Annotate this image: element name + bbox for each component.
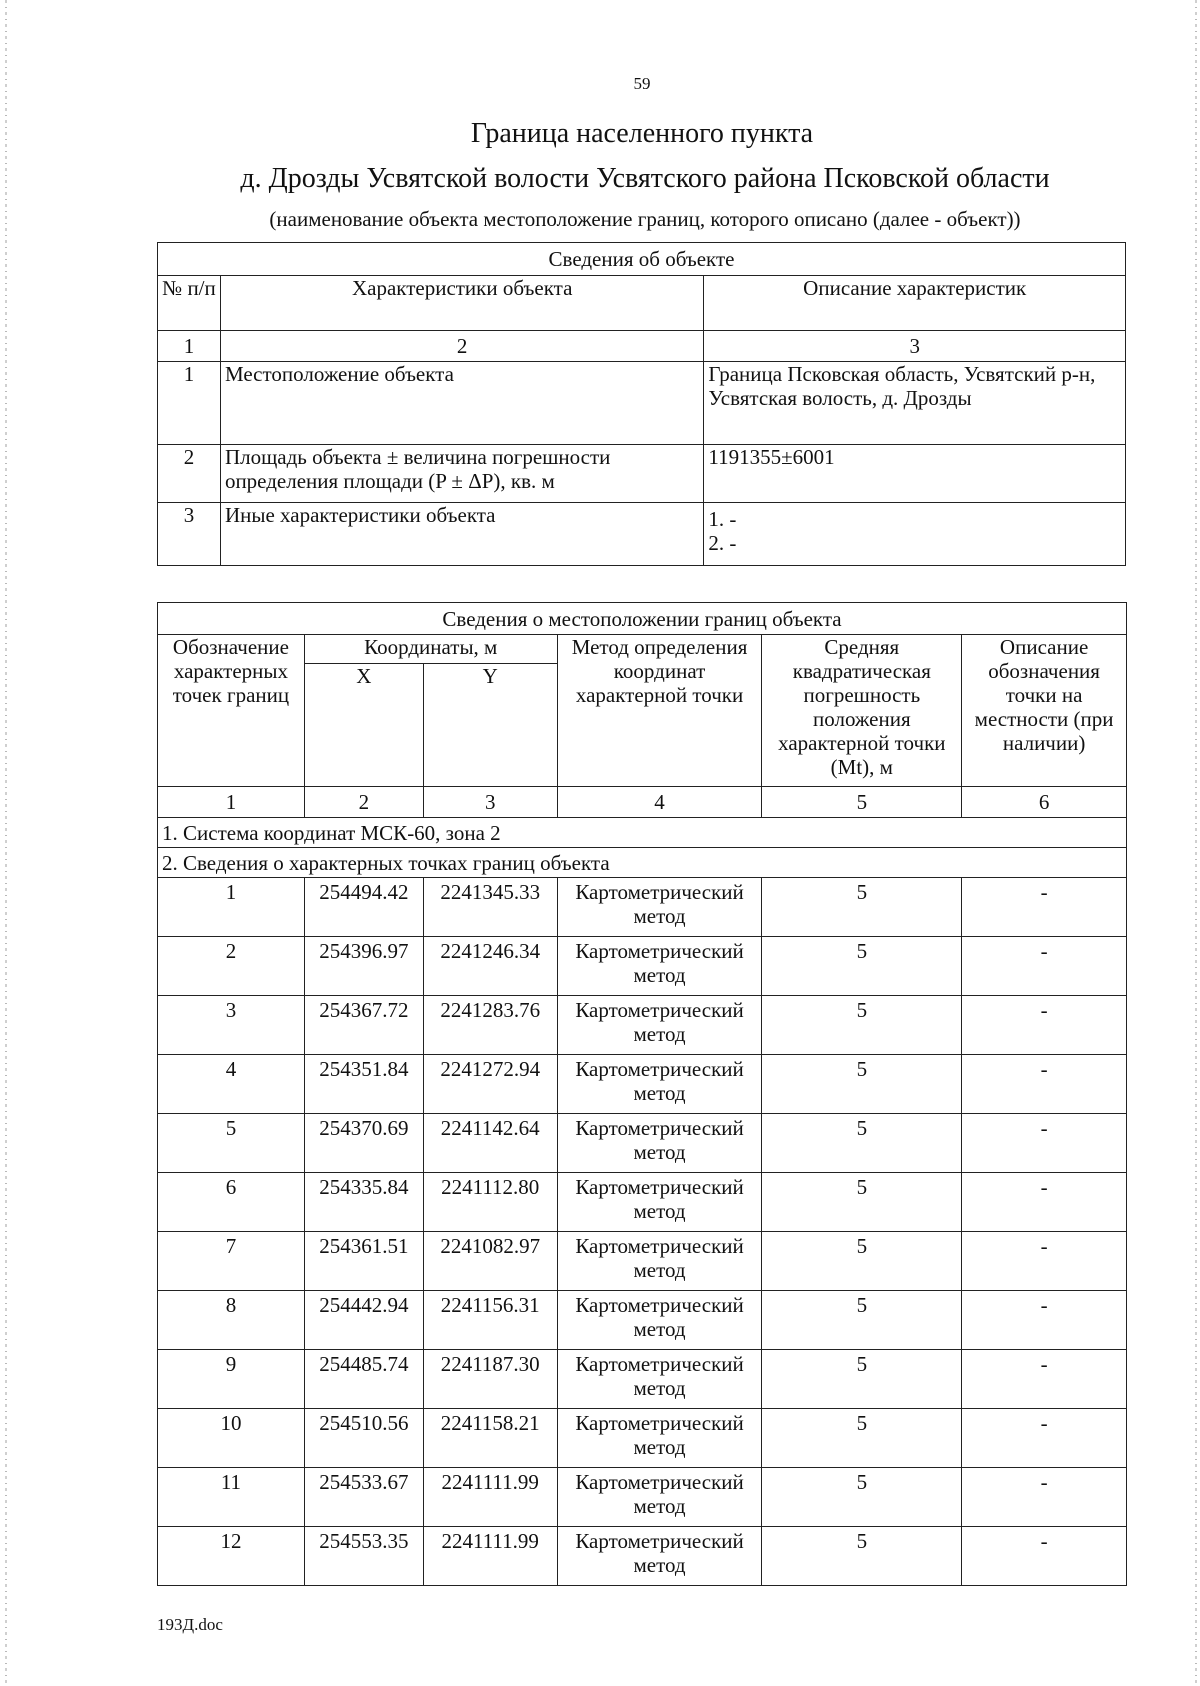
description-line: 2. -: [708, 531, 737, 555]
table-row: [158, 1350, 1127, 1409]
table-row: [158, 937, 1127, 996]
point-x: 254396.97: [304, 937, 423, 996]
point-number: 11: [158, 1468, 305, 1527]
column-number: 5: [762, 787, 962, 818]
point-x: 254442.94: [304, 1291, 423, 1350]
point-description: -: [962, 1232, 1127, 1291]
scan-edge-left: [5, 0, 7, 1686]
point-description: -: [962, 1409, 1127, 1468]
table-row: [158, 503, 1126, 566]
point-y: 2241112.80: [423, 1173, 557, 1232]
column-number: 4: [557, 787, 762, 818]
header-point-description: Описание обозначения точки на местности (при наличии): [962, 635, 1127, 787]
point-method: Картометрический метод: [557, 1232, 762, 1291]
column-number: 1: [158, 331, 221, 362]
description-line: 1. -: [708, 507, 737, 531]
column-number: 1: [158, 787, 305, 818]
table-row: [158, 1114, 1127, 1173]
object-info-table: [157, 242, 1126, 566]
point-description: -: [962, 937, 1127, 996]
column-number: 6: [962, 787, 1127, 818]
point-number: 3: [158, 996, 305, 1055]
point-x: 254494.42: [304, 878, 423, 937]
point-error: 5: [762, 878, 962, 937]
point-y: 2241158.21: [423, 1409, 557, 1468]
point-method: Картометрический метод: [557, 1173, 762, 1232]
point-y: 2241283.76: [423, 996, 557, 1055]
header-characteristic: Характеристики объекта: [220, 276, 703, 331]
table-row: [158, 1527, 1127, 1586]
point-description: -: [962, 1350, 1127, 1409]
table-row: [158, 1055, 1127, 1114]
page-subtitle-location: д. Дрозды Усвятской волости Усвятского района Псковской области: [240, 163, 1050, 194]
point-error: 5: [762, 937, 962, 996]
point-description: -: [962, 1468, 1127, 1527]
table-row: [158, 1468, 1127, 1527]
point-y: 2241272.94: [423, 1055, 557, 1114]
point-method: Картометрический метод: [557, 1527, 762, 1586]
header-y: Y: [423, 664, 557, 787]
header-error: Средняя квадратическая погрешность положения характерной точки (Mt), м: [762, 635, 962, 787]
header-coordinates: Координаты, м: [304, 635, 557, 664]
point-y: 2241345.33: [423, 878, 557, 937]
column-number: 3: [423, 787, 557, 818]
point-method: Картометрический метод: [557, 1055, 762, 1114]
table-row: [158, 996, 1127, 1055]
row-description: 1191355±6001: [704, 445, 1126, 503]
table-row: [158, 1291, 1127, 1350]
header-point: Обозначение характерных точек границ: [158, 635, 305, 787]
footer-filename: 193Д.doc: [157, 1615, 223, 1634]
point-number: 6: [158, 1173, 305, 1232]
object-table-caption: Сведения об объекте: [158, 243, 1126, 276]
row-number: 3: [158, 503, 221, 566]
header-description: Описание характеристик: [704, 276, 1126, 331]
point-error: 5: [762, 1350, 962, 1409]
point-error: 5: [762, 1291, 962, 1350]
point-description: -: [962, 1114, 1127, 1173]
point-y: 2241111.99: [423, 1468, 557, 1527]
point-x: 254533.67: [304, 1468, 423, 1527]
point-x: 254335.84: [304, 1173, 423, 1232]
point-error: 5: [762, 1409, 962, 1468]
table-row: [158, 1409, 1127, 1468]
scan-edge-right: [1195, 0, 1197, 1686]
point-x: 254367.72: [304, 996, 423, 1055]
point-x: 254361.51: [304, 1232, 423, 1291]
point-y: 2241156.31: [423, 1291, 557, 1350]
point-method: Картометрический метод: [557, 1409, 762, 1468]
point-method: Картометрический метод: [557, 937, 762, 996]
point-error: 5: [762, 1114, 962, 1173]
point-x: 254351.84: [304, 1055, 423, 1114]
table-row: [158, 1173, 1127, 1232]
row-characteristic: Иные характеристики объекта: [220, 503, 703, 566]
point-method: Картометрический метод: [557, 1291, 762, 1350]
row-number: 1: [158, 362, 221, 445]
page-number: 59: [633, 74, 651, 93]
point-y: 2241142.64: [423, 1114, 557, 1173]
point-method: Картометрический метод: [557, 878, 762, 937]
point-error: 5: [762, 1055, 962, 1114]
point-description: -: [962, 1527, 1127, 1586]
point-number: 2: [158, 937, 305, 996]
point-description: -: [962, 1291, 1127, 1350]
point-number: 1: [158, 878, 305, 937]
point-y: 2241111.99: [423, 1527, 557, 1586]
row-characteristic: Площадь объекта ± величина погрешности определения площади (P ± ΔP), кв. м: [220, 445, 703, 503]
point-error: 5: [762, 996, 962, 1055]
point-description: -: [962, 1173, 1127, 1232]
point-x: 254485.74: [304, 1350, 423, 1409]
point-x: 254510.56: [304, 1409, 423, 1468]
table-row: [158, 1232, 1127, 1291]
row-characteristic: Местоположение объекта: [220, 362, 703, 445]
column-number: 3: [704, 331, 1126, 362]
point-description: -: [962, 878, 1127, 937]
point-y: 2241187.30: [423, 1350, 557, 1409]
point-number: 9: [158, 1350, 305, 1409]
point-error: 5: [762, 1232, 962, 1291]
point-x: 254553.35: [304, 1527, 423, 1586]
boundary-points-table: [157, 602, 1127, 1586]
point-description: -: [962, 1055, 1127, 1114]
table-row: [158, 878, 1127, 937]
point-method: Картометрический метод: [557, 1350, 762, 1409]
point-y: 2241082.97: [423, 1232, 557, 1291]
point-number: 10: [158, 1409, 305, 1468]
header-x: X: [304, 664, 423, 787]
point-method: Картометрический метод: [557, 996, 762, 1055]
page-title: Граница населенного пункта: [470, 118, 814, 149]
point-error: 5: [762, 1527, 962, 1586]
row-number: 2: [158, 445, 221, 503]
boundary-table-caption: Сведения о местоположении границ объекта: [158, 603, 1127, 635]
point-number: 8: [158, 1291, 305, 1350]
page-subtitle-note: (наименование объекта местоположение границ, которого описано (далее - объект)): [269, 207, 1021, 231]
point-description: -: [962, 996, 1127, 1055]
point-number: 4: [158, 1055, 305, 1114]
column-number: 2: [220, 331, 703, 362]
point-x: 254370.69: [304, 1114, 423, 1173]
point-method: Картометрический метод: [557, 1468, 762, 1527]
point-number: 12: [158, 1527, 305, 1586]
point-y: 2241246.34: [423, 937, 557, 996]
point-number: 7: [158, 1232, 305, 1291]
table-row: [158, 445, 1126, 503]
point-error: 5: [762, 1173, 962, 1232]
header-number: № п/п: [158, 276, 221, 331]
column-number: 2: [304, 787, 423, 818]
section-points: 2. Сведения о характерных точках границ объекта: [158, 848, 1127, 878]
point-method: Картометрический метод: [557, 1114, 762, 1173]
section-coordinate-system: 1. Система координат МСК-60, зона 2: [158, 818, 1127, 848]
row-description: [704, 503, 1126, 566]
point-error: 5: [762, 1468, 962, 1527]
header-method: Метод определения координат характерной точки: [557, 635, 762, 787]
row-description: Граница Псковская область, Усвятский р-н, Усвятская волость, д. Дрозды: [704, 362, 1126, 445]
point-number: 5: [158, 1114, 305, 1173]
table-row: [158, 362, 1126, 445]
